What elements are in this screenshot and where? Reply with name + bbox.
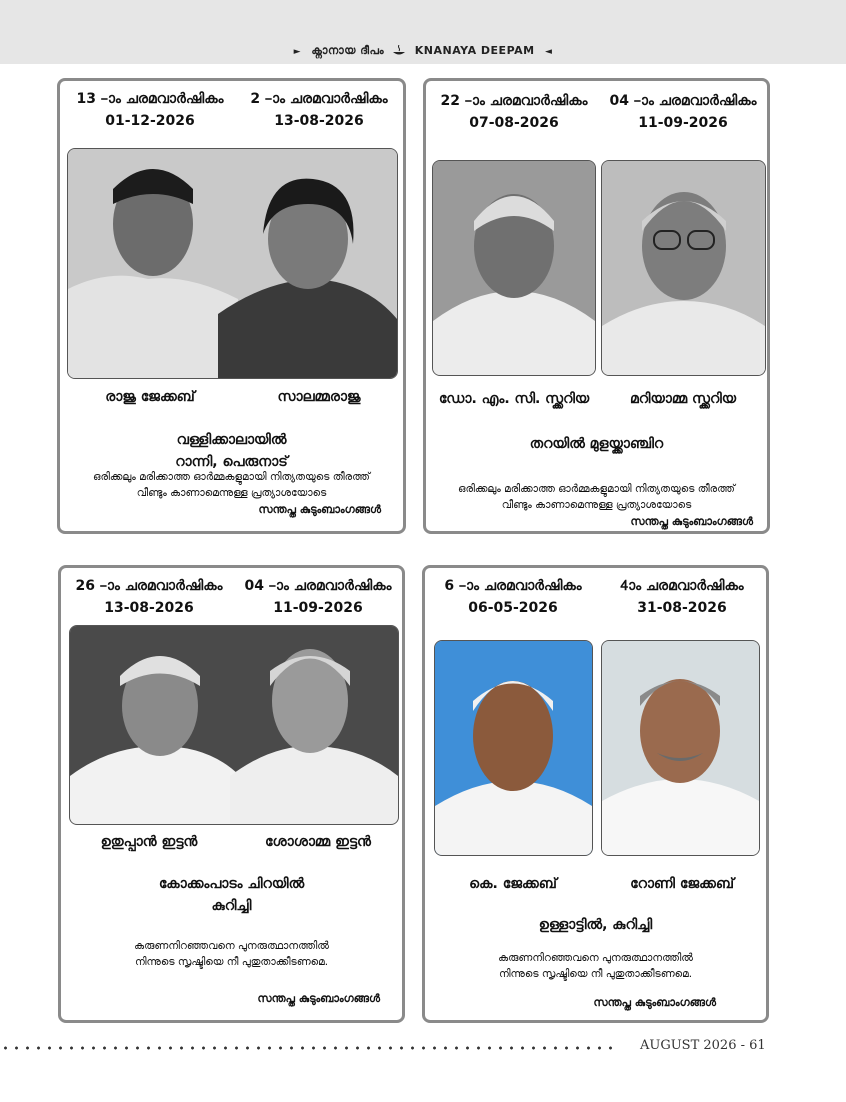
verse-line: നിന്നുടെ സൃഷ്ടിയെ നീ പുതുതാക്കീടണമെ.	[498, 968, 693, 980]
anniversary-header-right	[598, 93, 768, 131]
memorial-verse	[426, 481, 767, 513]
anniversary-date: 13-08-2026	[104, 600, 194, 616]
portrait-photo-left	[434, 640, 593, 856]
place-line: കുറിച്ചി	[211, 898, 252, 914]
person-name-right: സാലമ്മരാജു	[277, 389, 361, 405]
anniversary-date: 11-09-2026	[273, 600, 363, 616]
anniversary-text: 26 –ാം ചരമവാർഷികം	[75, 578, 223, 594]
memorial-verse	[425, 950, 766, 982]
verse-line: നിന്നുടെ സൃഷ്ടിയെ നീ പുതുതാക്കീടണമെ.	[134, 956, 329, 968]
masthead-malayalam: ക്നാനായ ദീപം	[311, 44, 385, 57]
portrait-photo-right	[601, 640, 760, 856]
anniversary-header-left	[65, 91, 235, 129]
anniversary-text: 6 –ാം ചരമവാർഷികം	[444, 578, 582, 594]
anniversary-text: 4ാം ചരമവാർഷികം	[620, 578, 744, 594]
memorial-card-1	[57, 78, 406, 534]
person-name-left: രാജു ജേക്കബ്	[105, 389, 195, 405]
verse-line: വീണ്ടും കാണാമെന്നുള്ള പ്രത്യാശയോടെ	[136, 487, 327, 499]
anniversary-text: 2 –ാം ചരമവാർഷികം	[250, 91, 388, 107]
anniversary-date: 06-05-2026	[468, 600, 558, 616]
memorial-card-3	[58, 565, 405, 1023]
anniversary-date: 11-09-2026	[638, 115, 728, 131]
person-name-left: ഡോ. എം. സി. സ്ക്കറിയ	[438, 391, 590, 407]
couple-photo	[69, 625, 399, 825]
verse-line: കരുണനിറഞ്ഞവനെ പുനരുത്ഥാനത്തിൽ	[134, 940, 329, 952]
anniversary-header-left	[429, 93, 599, 131]
anniversary-date: 07-08-2026	[469, 115, 559, 131]
anniversary-text: 13 –ാം ചരമവാർഷികം	[76, 91, 224, 107]
person-name-left: ഉതുപ്പാൻ ഇട്ടൻ	[100, 834, 198, 850]
verse-line: കരുണനിറഞ്ഞവനെ പുനരുത്ഥാനത്തിൽ	[498, 952, 693, 964]
place-line: ഉള്ളാട്ടിൽ, കുറിച്ചി	[538, 917, 653, 933]
triangle-right-icon: ►	[293, 47, 302, 57]
couple-photo	[67, 148, 398, 379]
anniversary-text: 04 –ാം ചരമവാർഷികം	[609, 93, 757, 109]
verse-line: ഒരിക്കലും മരിക്കാത്ത ഓർമ്മകളുമായി നിത്യതയുടെ തീരത്ത്	[93, 471, 370, 483]
portrait-photo-left	[432, 160, 596, 376]
portrait-photo-right	[601, 160, 766, 376]
triangle-left-icon: ◄	[544, 47, 553, 57]
anniversary-header-left	[428, 578, 598, 616]
place-line: റാന്നി, പെരുനാട്	[175, 454, 288, 470]
anniversary-header-right	[234, 91, 404, 129]
person-name-right: മറിയാമ്മ സ്ക്കറിയ	[629, 391, 737, 407]
anniversary-date: 31-08-2026	[637, 600, 727, 616]
person-name-right: റോണി ജേക്കബ്	[630, 876, 734, 892]
anniversary-text: 04 –ാം ചരമവാർഷികം	[244, 578, 392, 594]
memorial-verse	[61, 938, 402, 970]
verse-line: വീണ്ടും കാണാമെന്നുള്ള പ്രത്യാശയോടെ	[501, 499, 692, 511]
page-footer-label: AUGUST 2026 - 61	[640, 1038, 766, 1053]
family-place	[425, 914, 766, 936]
place-line: തറയിൽ മുളയ്ക്കാഞ്ചിറ	[529, 436, 664, 452]
memorial-verse	[60, 469, 403, 501]
anniversary-date: 01-12-2026	[105, 113, 195, 129]
family-place	[60, 429, 403, 473]
oil-lamp-icon	[392, 45, 406, 57]
verse-line: ഒരിക്കലും മരിക്കാത്ത ഓർമ്മകളുമായി നിത്യതയുടെ തീരത്ത്	[458, 483, 735, 495]
family-place	[61, 873, 402, 917]
anniversary-date: 13-08-2026	[274, 113, 364, 129]
anniversary-header-right	[233, 578, 403, 616]
family-place	[426, 433, 767, 455]
person-name-right: ശോശാമ്മ ഇട്ടൻ	[265, 834, 371, 850]
family-signoff: സന്തപ്ത കുടുംബാംഗങ്ങൾ	[258, 503, 381, 516]
anniversary-text: 22 –ാം ചരമവാർഷികം	[440, 93, 588, 109]
family-signoff: സന്തപ്ത കുടുംബാംഗങ്ങൾ	[630, 515, 753, 528]
masthead-english: KNANAYA DEEPAM	[414, 44, 535, 57]
place-line: വള്ളിക്കാലായിൽ	[176, 432, 287, 448]
person-name-left: കെ. ജേക്കബ്	[469, 876, 557, 892]
memorial-card-2	[423, 78, 770, 534]
memorial-card-4	[422, 565, 769, 1023]
family-signoff: സന്തപ്ത കുടുംബാംഗങ്ങൾ	[593, 996, 716, 1009]
masthead	[0, 44, 846, 58]
place-line: കോക്കംപാടം ചിറയിൽ	[158, 876, 305, 892]
family-signoff: സന്തപ്ത കുടുംബാംഗങ്ങൾ	[257, 992, 380, 1005]
anniversary-header-left	[64, 578, 234, 616]
footer-dotted-rule	[0, 1046, 620, 1050]
anniversary-header-right	[597, 578, 767, 616]
